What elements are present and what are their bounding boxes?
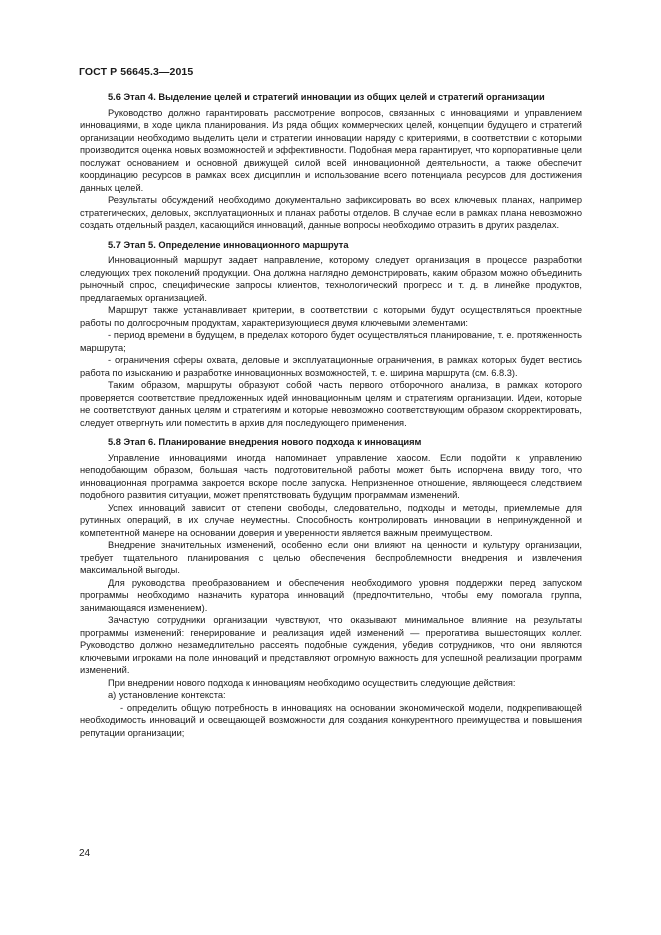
paragraph: Управление инновациями иногда напоминает управление хаосом. Если подойти к управлению неподобающим образом, большая часть подготовительной работы может быть испорчена ввиду того, что инновационная программа закроется вскоре после запуска. Непризненное отношение, являющееся следствием подобного развития ситуации, может препятствовать будущим программам изменений.	[80, 452, 582, 500]
section-heading-5-6: 5.6 Этап 4. Выделение целей и стратегий инновации из общих целей и стратегий организации	[108, 92, 545, 102]
paragraph: Для руководства преобразованием и обеспечения необходимого уровня поддержки перед запуском программы необходимо назначить куратора инноваций (предпочтительно, чтобы ему помогала группа, занимающаяся изменением).	[80, 577, 582, 613]
standard-code: ГОСТ Р 56645.3—2015	[79, 66, 194, 78]
section-heading-5-8: 5.8 Этап 6. Планирование внедрения нового подхода к инновациям	[108, 437, 422, 447]
paragraph: При внедрении нового подхода к инновациям необходимо осуществить следующие действия:	[108, 677, 516, 688]
list-item: - период времени в будущем, в пределах которого будет осуществляться планирование, т. е. протяженность маршрута;	[80, 330, 582, 353]
paragraph: Таким образом, маршруты образуют собой часть первого отборочного анализа, в рамках которого проверяется соответствие предложенных идей инновационным целям и стратегиям организации. Идеи, которые не соответствуют данных целям и стратегиям и которые невозможно соответствующим образом скорректировать, следует отвергнуть или поместить в архив для последующего применения.	[80, 380, 582, 428]
paragraph: Маршрут также устанавливает критерии, в соответствии с которыми будут осуществляться проектные работы по долгосрочным продуктам, характеризующиеся двумя ключевыми элементами:	[80, 305, 582, 328]
document-body	[80, 91, 582, 739]
page-number: 24	[79, 848, 91, 859]
section-heading-5-7: 5.7 Этап 5. Определение инновационного маршрута	[108, 239, 349, 250]
paragraph: Зачастую сотрудники организации чувствуют, что оказывают минимальное влияние на результаты программы изменений: генерирование и реализация идей изменений — прерогатива вышестоящих коллег. Руководство должно незамедлительно рассеять подобные суждения, убедив сотрудников, что они являются ключевыми игроками на поле инноваций и представляют огромную важность для успешной реализации программ изменений.	[80, 615, 582, 675]
paragraph: Внедрение значительных изменений, особенно если они влияют на ценности и культуру организации, требует тщательного планирования с целью обеспечения беспроблемности внедрения и извлечения максимальной выгоды.	[80, 540, 582, 575]
list-item: а) установление контекста:	[108, 690, 226, 700]
list-item: - определить общую потребность в инновациях на основании экономической модели, подкрепивающей необходимость инноваций и освещающей возможности для создания конкурентного преимущества и повышения репутации организации;	[80, 702, 582, 738]
paragraph: Успех инноваций зависит от степени свободы, следовательно, подходы и методы, приемлемые для рутинных операций, в их случае неуместны. Способность контролировать инновации в непринужденной и компетентной манере на основании доверия и уверенности является важным преимуществом.	[80, 502, 582, 538]
list-item: - ограничения сферы охвата, деловые и эксплуатационные ограничения, в рамках которых будет вестись работа по изысканию и разработке инновационных возможностей, т. е. ширина маршрута (см. 6.8.3).	[80, 355, 582, 378]
paragraph: Инновационный маршрут задает направление, которому следует организация в процессе разработки следующих трех поколений продукции. Она должна наглядно демонстрировать, каким образом можно объединить рыночный спрос, специфические запросы клиентов, технологический прогресс и т. д. в линейке продуктов, предлагаемых организацией.	[80, 255, 582, 303]
paragraph: Руководство должно гарантировать рассмотрение вопросов, связанных с инновациями и управлением инновациями, в ходе цикла планирования. Из ряда общих коммерческих целей, концепции будущего и стратегий организации необходимо выделить цели и стратегии инновации наряду с критериями, в соответствии с которыми производится оценка новых возможностей и эффективности. Подобная мера гарантирует, что корпоративные цели послужат основанием и основной движущей силой всей инновационной деятельности, а также обеспечит координацию ресурсов в рамках всех дисциплин и использование всего потенциала ресурсов для достижения данных целей.	[80, 107, 582, 193]
paragraph: Результаты обсуждений необходимо документально зафиксировать во всех ключевых планах, например стратегических, деловых, эксплуатационных и планах работы отделов. В случае если в рамках плана невозможно создать отдельный раздел, касающийся инноваций, данные вопросы необходимо отразить в других разделах.	[80, 195, 582, 230]
